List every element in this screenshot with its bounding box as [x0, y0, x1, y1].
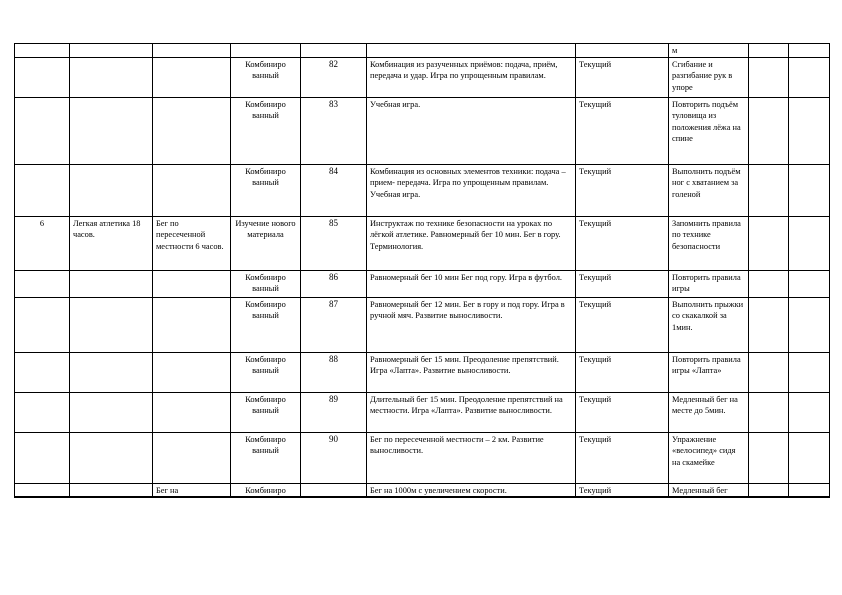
control-type-cell	[576, 216, 669, 270]
lesson-type-text: Комбиниро ванный	[245, 354, 286, 376]
lesson-row	[15, 164, 830, 216]
control-type-cell	[576, 483, 669, 497]
topic-cell	[153, 352, 231, 392]
lesson-number-text: 85	[329, 217, 338, 228]
date-fact-cell	[789, 352, 830, 392]
homework-text: Медленный бег на месте до 5мин.	[672, 394, 738, 416]
section-name-cell	[70, 164, 153, 216]
date-plan-cell	[749, 432, 789, 483]
control-type-text: Текущий	[579, 166, 612, 176]
date-plan-cell	[749, 57, 789, 97]
control-type-cell	[576, 97, 669, 164]
date-plan-cell	[749, 216, 789, 270]
lesson-row	[15, 432, 830, 483]
lesson-number-cell	[301, 297, 367, 352]
lesson-row	[15, 216, 830, 270]
lesson-type-text: Комбиниро ванный	[245, 99, 286, 121]
lesson-row	[15, 270, 830, 297]
lesson-content-cell	[367, 297, 576, 352]
lesson-number-text: 89	[329, 393, 338, 404]
homework-text: Выполнить прыжки со скакалкой за 1мин.	[672, 299, 744, 332]
section-number-cell	[15, 297, 70, 352]
control-type-cell	[576, 164, 669, 216]
lesson-row	[15, 297, 830, 352]
lesson-type-cell	[231, 164, 301, 216]
lesson-content-text: Комбинация из основных элементов техники: подача – прием- передача. Игра по упрощенным правилам. Учебная игра.	[370, 166, 566, 199]
lesson-number-text: 86	[329, 271, 338, 282]
section-name-cell	[70, 270, 153, 297]
lesson-number-cell	[301, 57, 367, 97]
date-plan-cell	[749, 352, 789, 392]
date-fact-cell	[789, 97, 830, 164]
lesson-plan-body	[15, 44, 830, 498]
lesson-number-text: 83	[329, 98, 338, 109]
lesson-number-text: 82	[329, 58, 338, 69]
homework-cell	[669, 164, 749, 216]
topic-text: Бег на	[156, 485, 179, 495]
lesson-content-cell	[367, 44, 576, 58]
date-plan-cell	[749, 297, 789, 352]
lesson-content-text: Равномерный бег 15 мин. Преодоление препятствий. Игра «Лапта». Развитие выносливости.	[370, 354, 559, 376]
homework-cell	[669, 270, 749, 297]
homework-text: Выполнить подъём ног с хватанием за голеной	[672, 166, 741, 199]
lesson-content-text: Бег по пересеченной местности – 2 км. Развитие выносливости.	[370, 434, 544, 456]
homework-cell	[669, 44, 749, 58]
lesson-type-cell	[231, 97, 301, 164]
control-type-text: Текущий	[579, 59, 612, 69]
control-type-cell	[576, 432, 669, 483]
topic-text: Бег по пересеченной местности 6 часов.	[156, 218, 224, 251]
section-number-text: 6	[39, 218, 45, 228]
lesson-number-cell	[301, 392, 367, 432]
section-number-cell	[15, 44, 70, 58]
lesson-type-cell	[231, 432, 301, 483]
homework-cell	[669, 216, 749, 270]
topic-cell	[153, 270, 231, 297]
control-type-text: Текущий	[579, 218, 612, 228]
control-type-text: Текущий	[579, 354, 612, 364]
control-type-text: Текущий	[579, 485, 612, 495]
tail-row	[15, 483, 830, 497]
section-number-cell	[15, 483, 70, 497]
lesson-type-text: Комбиниро	[245, 485, 286, 495]
date-plan-cell	[749, 97, 789, 164]
section-number-cell	[15, 392, 70, 432]
lesson-number-cell	[301, 270, 367, 297]
lesson-type-cell	[231, 392, 301, 432]
lesson-content-cell	[367, 57, 576, 97]
lesson-content-text: Равномерный бег 12 мин. Бег в гору и под гору. Игра в ручной мяч. Развитие выносливости.	[370, 299, 565, 321]
lesson-type-cell	[231, 216, 301, 270]
lesson-type-cell	[231, 44, 301, 58]
homework-text: Повторить правила игры	[672, 272, 741, 294]
lesson-number-cell	[301, 164, 367, 216]
lesson-number-text: 84	[329, 165, 338, 176]
section-name-cell	[70, 352, 153, 392]
homework-cell	[669, 392, 749, 432]
section-number-cell	[15, 57, 70, 97]
lesson-content-cell	[367, 216, 576, 270]
date-plan-cell	[749, 270, 789, 297]
topic-cell	[153, 432, 231, 483]
date-fact-cell	[789, 57, 830, 97]
lesson-row	[15, 57, 830, 97]
lesson-type-text: Комбиниро ванный	[245, 299, 286, 321]
control-type-cell	[576, 270, 669, 297]
section-name-cell	[70, 97, 153, 164]
lesson-number-cell	[301, 216, 367, 270]
date-fact-cell	[789, 392, 830, 432]
lesson-plan-table	[14, 43, 830, 498]
lesson-number-text: 88	[329, 353, 338, 364]
control-type-text: Текущий	[579, 299, 612, 309]
section-number-cell	[15, 270, 70, 297]
topic-cell	[153, 97, 231, 164]
lesson-type-cell	[231, 270, 301, 297]
lesson-number-cell	[301, 44, 367, 58]
date-plan-cell	[749, 483, 789, 497]
homework-text: Сгибание и разгибание рук в упоре	[672, 59, 733, 92]
lesson-content-cell	[367, 164, 576, 216]
control-type-cell	[576, 392, 669, 432]
homework-text: м	[672, 46, 678, 55]
lesson-type-text: Комбиниро ванный	[245, 394, 286, 416]
homework-cell	[669, 352, 749, 392]
homework-text: Медленный бег	[672, 485, 728, 495]
topic-cell	[153, 44, 231, 58]
homework-text: Повторить правила игры «Лапта»	[672, 354, 741, 376]
section-name-cell	[70, 216, 153, 270]
lesson-type-cell	[231, 297, 301, 352]
section-number-cell	[15, 164, 70, 216]
homework-text: Упражнение «велосипед» сидя на скамейке	[672, 434, 736, 467]
lesson-row	[15, 352, 830, 392]
lesson-content-text: Длительный бег 15 мин. Преодоление препятствий на местности. Игра «Лапта». Развитие выносливости.	[370, 394, 563, 416]
section-name-text: Легкая атлетика 18 часов.	[73, 218, 141, 240]
section-number-cell	[15, 216, 70, 270]
lesson-content-cell	[367, 97, 576, 164]
section-number-cell	[15, 97, 70, 164]
control-type-cell	[576, 44, 669, 58]
section-name-cell	[70, 57, 153, 97]
date-plan-cell	[749, 44, 789, 58]
topic-cell	[153, 483, 231, 497]
lesson-row	[15, 392, 830, 432]
lesson-number-cell	[301, 352, 367, 392]
homework-cell	[669, 297, 749, 352]
date-fact-cell	[789, 164, 830, 216]
date-plan-cell	[749, 164, 789, 216]
control-type-text: Текущий	[579, 434, 612, 444]
lesson-content-text: Инструктаж по технике безопасности на уроках по лёгкой атлетике. Равномерный бег 10 мин. Бег в гору. Терминология.	[370, 218, 561, 251]
homework-cell	[669, 97, 749, 164]
control-type-text: Текущий	[579, 272, 612, 282]
homework-cell	[669, 432, 749, 483]
lesson-number-cell	[301, 483, 367, 497]
topic-cell	[153, 164, 231, 216]
lesson-type-cell	[231, 352, 301, 392]
homework-text: Повторить подъём туловища из положения лёжа на спине	[672, 99, 741, 144]
lesson-type-text: Комбиниро ванный	[245, 272, 286, 294]
control-type-text: Текущий	[579, 99, 612, 109]
lesson-type-text: Изучение нового материала	[235, 218, 296, 240]
section-number-cell	[15, 352, 70, 392]
control-type-cell	[576, 297, 669, 352]
control-type-cell	[576, 57, 669, 97]
control-type-text: Текущий	[579, 394, 612, 404]
lesson-type-cell	[231, 57, 301, 97]
lesson-content-text: Равномерный бег 10 мин Бег под гору. Игра в футбол.	[370, 272, 563, 282]
lesson-number-cell	[301, 432, 367, 483]
date-fact-cell	[789, 216, 830, 270]
homework-cell	[669, 483, 749, 497]
date-fact-cell	[789, 483, 830, 497]
topic-cell	[153, 216, 231, 270]
lesson-content-cell	[367, 483, 576, 497]
section-number-cell	[15, 432, 70, 483]
lesson-type-text: Комбиниро ванный	[245, 166, 286, 188]
lesson-content-text: Учебная игра.	[370, 99, 421, 109]
date-fact-cell	[789, 432, 830, 483]
section-name-cell	[70, 432, 153, 483]
date-fact-cell	[789, 44, 830, 58]
topic-cell	[153, 57, 231, 97]
date-plan-cell	[749, 392, 789, 432]
section-name-cell	[70, 297, 153, 352]
homework-text: Запомнить правила по технике безопасности	[672, 218, 741, 251]
lesson-content-text: Комбинация из разученных приёмов: подача, приём, передача и удар. Игра по упрощенным правилам.	[370, 59, 558, 81]
section-name-cell	[70, 483, 153, 497]
lesson-number-text: 90	[329, 433, 338, 444]
topic-cell	[153, 392, 231, 432]
lesson-number-cell	[301, 97, 367, 164]
date-fact-cell	[789, 297, 830, 352]
lesson-type-text: Комбиниро ванный	[245, 59, 286, 81]
lesson-type-cell	[231, 483, 301, 497]
date-fact-cell	[789, 270, 830, 297]
lesson-row	[15, 97, 830, 164]
lesson-type-text: Комбиниро ванный	[245, 434, 286, 456]
homework-cell	[669, 57, 749, 97]
lesson-content-cell	[367, 270, 576, 297]
head-row	[15, 44, 830, 58]
section-name-cell	[70, 392, 153, 432]
lesson-content-cell	[367, 392, 576, 432]
section-name-cell	[70, 44, 153, 58]
lesson-content-cell	[367, 352, 576, 392]
lesson-number-text: 87	[329, 298, 338, 309]
topic-cell	[153, 297, 231, 352]
lesson-content-text: Бег на 1000м с увеличением скорости.	[370, 485, 507, 495]
control-type-cell	[576, 352, 669, 392]
lesson-content-cell	[367, 432, 576, 483]
